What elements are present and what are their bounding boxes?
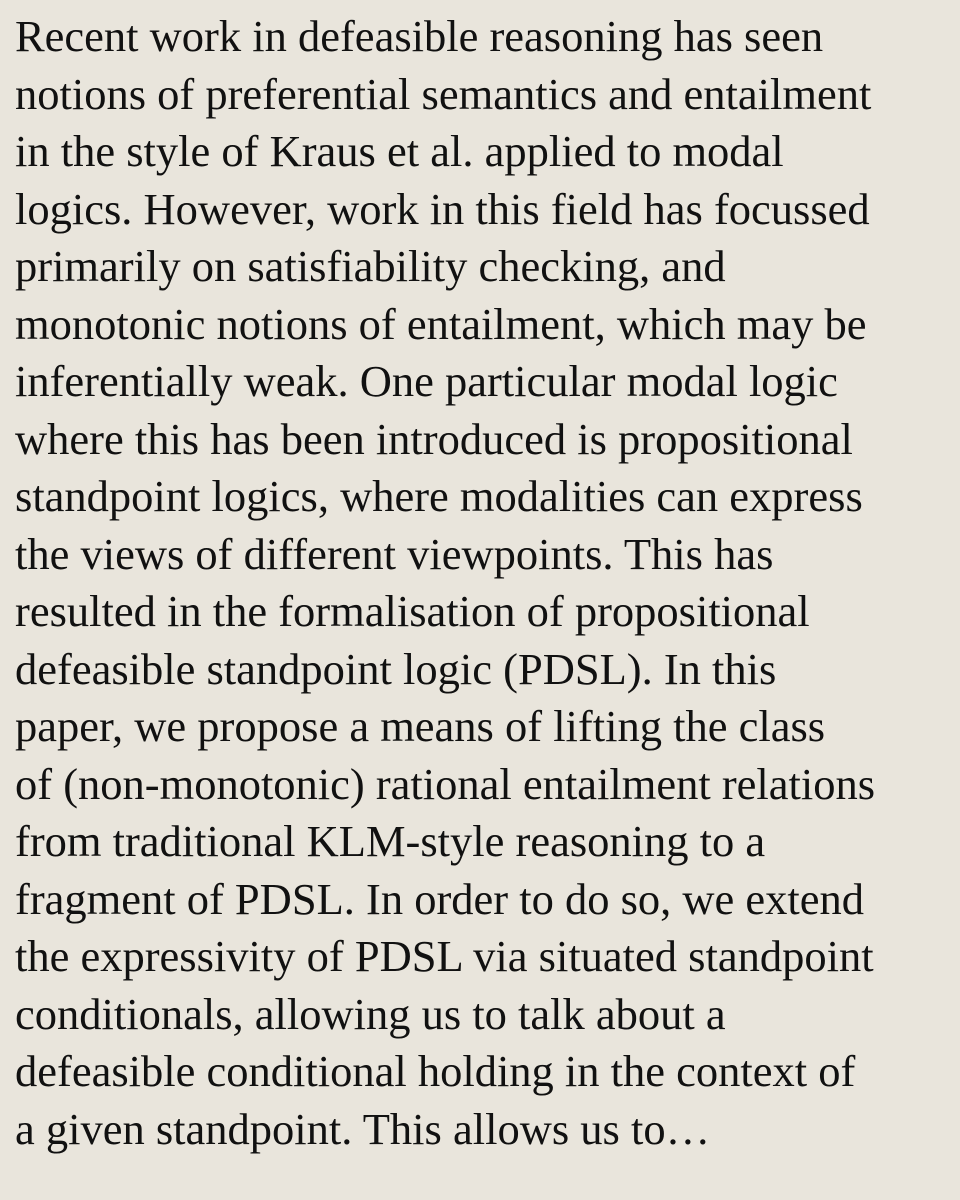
abstract-line: a given standpoint. This allows us to… (15, 1103, 711, 1154)
abstract-line: logics. However, work in this field has focussed (15, 183, 870, 234)
abstract-line: defeasible conditional holding in the context of (15, 1046, 856, 1096)
abstract-line: in the style of Kraus et al. applied to modal (15, 126, 784, 176)
abstract-line: monotonic notions of entailment, which may be (15, 298, 867, 349)
abstract-line: defeasible standpoint logic (PDSL). In this (15, 643, 777, 694)
abstract-line: paper, we propose a means of lifting the class (15, 701, 826, 751)
abstract-line: from traditional KLM-style reasoning to a (15, 816, 766, 866)
abstract-line: where this has been introduced is propositional (15, 413, 853, 464)
abstract-line: inferentially weak. One particular modal logic (15, 356, 838, 406)
abstract-line: of (non-monotonic) rational entailment relations (15, 758, 876, 809)
abstract-line: conditionals, allowing us to talk about a (15, 988, 726, 1039)
abstract-line: the expressivity of PDSL via situated standpoint (15, 931, 874, 981)
abstract-line: standpoint logics, where modalities can express (15, 471, 863, 521)
abstract-line: primarily on satisfiability checking, and (15, 241, 726, 291)
abstract-line: notions of preferential semantics and entailment (15, 68, 872, 119)
abstract-line: resulted in the formalisation of propositional (15, 586, 810, 636)
abstract-line: the views of different viewpoints. This has (15, 528, 774, 579)
abstract-text (15, 8, 955, 1158)
abstract-line: Recent work in defeasible reasoning has seen (15, 11, 824, 61)
abstract-line: fragment of PDSL. In order to do so, we extend (15, 873, 865, 924)
